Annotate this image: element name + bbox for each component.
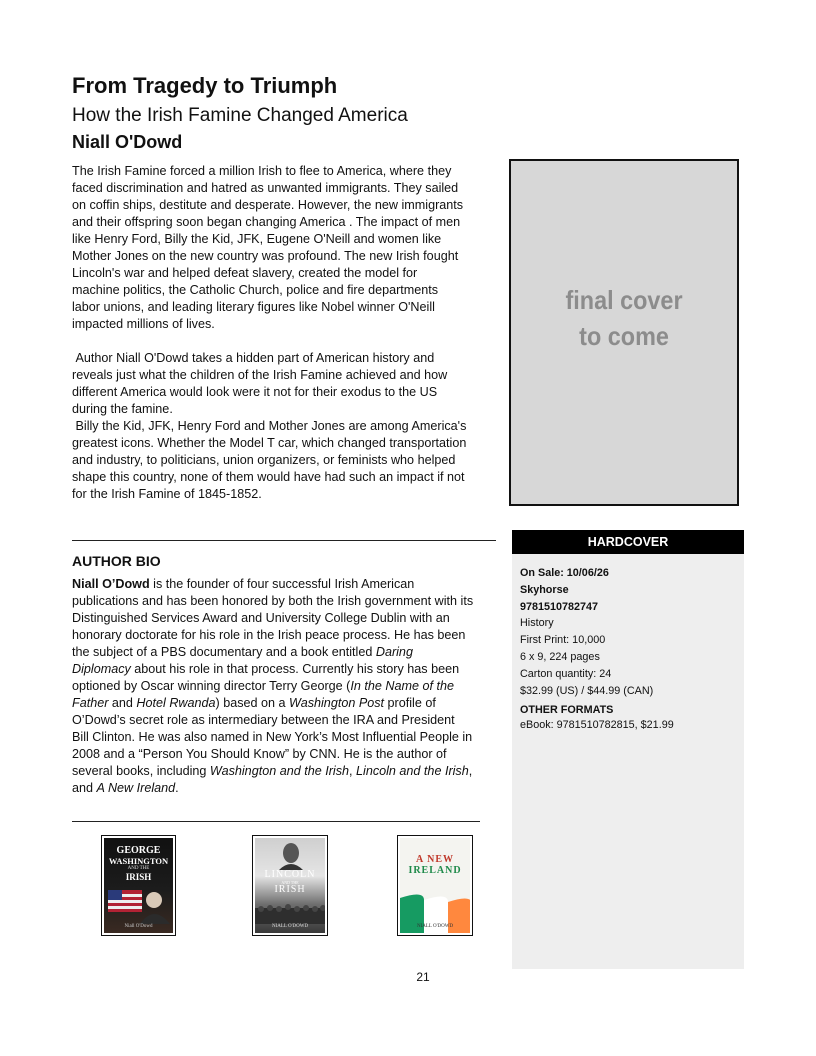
first-print: First Print: 10,000 [520, 634, 606, 647]
book-author: Niall O'Dowd [72, 132, 183, 152]
related-book-author: Niall O'Dowd [124, 924, 153, 929]
flag-portrait-illustration [108, 886, 173, 924]
related-book-title: AND THE [281, 880, 299, 885]
bio-book-title: Washington and the Irish [209, 764, 350, 778]
size-pages: 6 x 9, 224 pages [520, 650, 600, 663]
category: History [520, 617, 554, 630]
related-book-title: AND THE [127, 866, 150, 871]
related-book-title: A NEW [415, 854, 455, 865]
bio-author-name: Niall O’Dowd [72, 577, 150, 591]
author-bio-heading: AUTHOR BIO [72, 553, 161, 569]
bio-text: , and [72, 764, 473, 795]
portrait-illustration [277, 840, 305, 870]
bio-film-title: In the Name of the Father [72, 679, 454, 710]
divider [72, 821, 480, 822]
bio-text: ) based on a [215, 696, 290, 710]
bio-text: about his role in that process. Currently his story has been optioned by Oscar winning director Terry George ( [72, 662, 460, 693]
bio-text: , [349, 764, 357, 778]
description-paragraph: Billy the Kid, JFK, Henry Ford and Mother Jones are among America's greatest icons. Whether the Model T car, which changed transportation and industry, to politicians, union organizers, or feminists who helped shape this country, none of them would have had such an impact if not for the Irish Famine of 1845-1852. [72, 419, 470, 501]
cover-placeholder [509, 159, 739, 506]
bio-book-title: Daring Diplomacy [72, 645, 413, 676]
book-title: From Tragedy to Triumph [72, 73, 338, 98]
description-paragraph: Author Niall O'Dowd takes a hidden part of American history and reveals just what the children of the Irish Famine achieved and how different America would look were it not for their exodus to the US during the famine. [72, 351, 451, 416]
bio-text: profile of O’Dowd’s secret role as intermediary between the IRA and President Bill Clinton. He was also named in New York’s Most Influential People in 2008 and a “Person You Should Know” by CNN. He is the author of several books, including [72, 696, 473, 778]
author-bio [72, 576, 474, 797]
related-book-title: IRELAND [408, 865, 462, 876]
format-header: HARDCOVER [512, 530, 744, 554]
page-number: 21 [416, 970, 430, 984]
related-book-title: WASHINGTON [108, 856, 169, 866]
related-book-author: NIALL O'DOWD [271, 924, 309, 929]
description-paragraph: The Irish Famine forced a million Irish to flee to America, where they faced discrimination and hatred as unwanted immigrants. They sailed on coffin ships, destitute and desperate. However, the new immigrants and their offspring soon began changing America . The impact of men like Henry Ford, Billy the Kid, JFK, Eugene O'Neill and women like Mother Jones on the new country was profound. The new Irish fought Lincoln's war and helped defeat slavery, created the model for machine politics, the Catholic Church, police and fire departments labor unions, and leading literary figures like Nobel winner O'Neill impacted millions of lives. [72, 164, 467, 331]
crowd-illustration [255, 900, 325, 924]
other-formats-heading: OTHER FORMATS [520, 704, 614, 716]
cover-placeholder-text: final cover to come [565, 284, 683, 351]
bio-film-title: Hotel Rwanda [136, 696, 216, 710]
related-book-cover-new-ireland [397, 835, 473, 936]
related-book-cover-lincoln [252, 835, 328, 936]
on-sale-date: On Sale: 10/06/26 [520, 567, 609, 579]
bio-publication-title: Washington Post [289, 696, 385, 710]
bio-text: and [108, 696, 137, 710]
related-book-cover-washington [101, 835, 176, 936]
bio-book-title: A New Ireland [96, 781, 176, 795]
related-book-title: GEORGE [116, 845, 161, 856]
related-book-author: NIALL O'DOWD [416, 924, 454, 929]
related-book-title: LINCOLN [264, 869, 316, 880]
format-details [520, 565, 740, 699]
bio-book-title: Lincoln and the Irish [356, 764, 469, 778]
isbn: 9781510782747 [520, 600, 599, 613]
bio-text: is the founder of four successful Irish American publications and has been honored by both the Irish government with its Distinguished Services Award and University College Dublin with an honorary doctorate for his role in the Irish peace process. He has been the subject of a PBS documentary and a book entitled [72, 577, 474, 659]
publisher: Skyhorse [520, 583, 569, 596]
carton-quantity: Carton quantity: 24 [520, 667, 612, 680]
related-book-title: IRISH [274, 884, 306, 895]
book-description [72, 163, 470, 503]
price: $32.99 (US) / $44.99 (CAN) [520, 684, 654, 697]
bio-text: . [175, 781, 179, 795]
book-subtitle: How the Irish Famine Changed America [72, 105, 408, 126]
ebook-format: eBook: 9781510782815, $21.99 [520, 719, 674, 731]
related-book-title: IRISH [125, 872, 152, 882]
divider [72, 540, 496, 541]
